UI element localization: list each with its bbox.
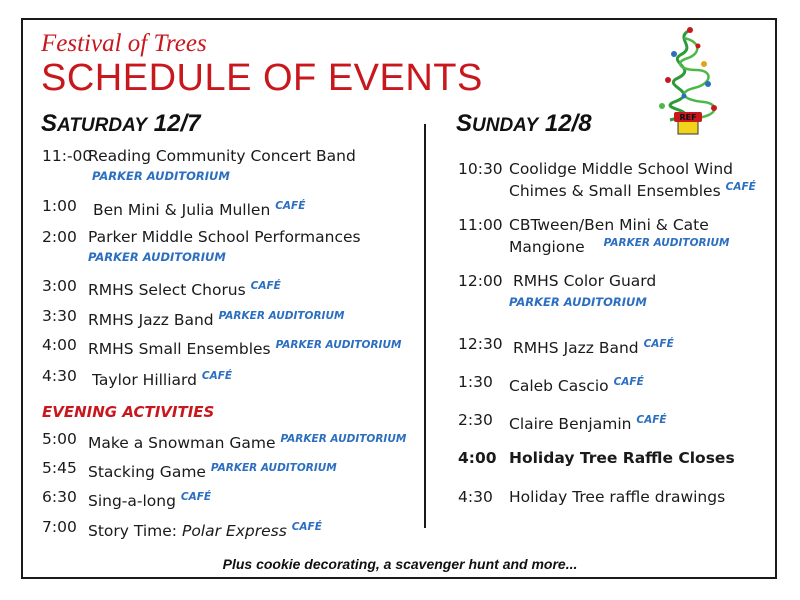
location-label: PARKER AUDITORIUM (92, 169, 230, 183)
festival-title: Festival of Trees (41, 30, 207, 57)
location-label: PARKER AUDITORIUM (509, 295, 647, 309)
list-item: 4:00 Holiday Tree Raffle Closes (458, 449, 735, 467)
list-item: 10:30 Coolidge Middle School Wind (458, 160, 734, 178)
location-label: CAFÉ (201, 370, 233, 382)
list-item: 4:00 RMHS Small Ensembles $^{PARKER AUDITORIUM}$ (42, 336, 402, 359)
sunday-heading: SUNDAY 12/8 (456, 110, 592, 137)
location-label: CAFÉ (250, 280, 281, 292)
location-label: CAFÉ (275, 200, 306, 212)
location-label: PARKER AUDITORIUM (275, 339, 402, 351)
list-item: 12:00 RMHS Color Guard (458, 272, 657, 290)
list-item: 7:00 Story Time: Polar Express $^{CAFÉ}$ (42, 518, 322, 541)
location-label: PARKER AUDITORIUM (210, 462, 337, 474)
list-item: 5:00 Make a Snowman Game $^{PARKER AUDITORIUM}$ (42, 430, 407, 453)
list-item: 12:30 RMHS Jazz Band $^{CAFÉ}$ (458, 335, 674, 358)
list-item-continued: Mangione $^{PARKER AUDITORIUM}$ (509, 237, 730, 257)
list-item-continued: Chimes & Small Ensembles $^{CAFÉ}$ (509, 181, 756, 201)
christmas-tree-icon (644, 24, 730, 136)
location-label: CAFÉ (725, 181, 756, 193)
list-item: 3:30 RMHS Jazz Band $^{PARKER AUDITORIUM}$ (42, 307, 345, 330)
list-item: 11:-00 Reading Community Concert Band (42, 147, 356, 165)
evening-activities-heading: EVENING ACTIVITIES (42, 403, 215, 421)
list-item: 11:00 CBTween/Ben Mini & Cate (458, 216, 709, 234)
saturday-heading: SATURDAY 12/7 (41, 110, 201, 137)
location-label: PARKER AUDITORIUM (603, 237, 730, 249)
list-item: 4:30 Holiday Tree raffle drawings (458, 488, 726, 506)
footer-note: Plus cookie decorating, a scavenger hunt and more... (222, 556, 578, 572)
location-label: CAFÉ (643, 338, 674, 350)
location-label: CAFÉ (613, 376, 644, 388)
column-divider (424, 124, 426, 528)
list-item: 6:30 Sing-a-long $^{CAFÉ}$ (42, 488, 212, 511)
logo-badge-text: REF (679, 113, 697, 122)
location-label: CAFÉ (180, 491, 212, 503)
location-label: PARKER AUDITORIUM (218, 310, 345, 322)
list-item: 5:45 Stacking Game $^{PARKER AUDITORIUM}$ (42, 459, 337, 482)
location-label: PARKER AUDITORIUM (280, 433, 407, 445)
page-title: SCHEDULE OF EVENTS (41, 57, 483, 99)
location-label: CAFÉ (291, 521, 322, 533)
list-item: 2:30 Claire Benjamin $^{CAFÉ}$ (458, 411, 667, 434)
list-item: 3:00 RMHS Select Chorus $^{CAFÉ}$ (42, 277, 281, 300)
list-item: 1:30 Caleb Cascio $^{CAFÉ}$ (458, 373, 644, 396)
list-item: 4:30 Taylor Hilliard $^{CAFÉ}$ (42, 367, 233, 390)
list-item: 1:00 Ben Mini & Julia Mullen $^{CAFÉ}$ (42, 197, 306, 220)
location-label: CAFÉ (636, 414, 667, 426)
location-label: PARKER AUDITORIUM (88, 250, 226, 264)
list-item: 2:00 Parker Middle School Performances (42, 228, 361, 246)
